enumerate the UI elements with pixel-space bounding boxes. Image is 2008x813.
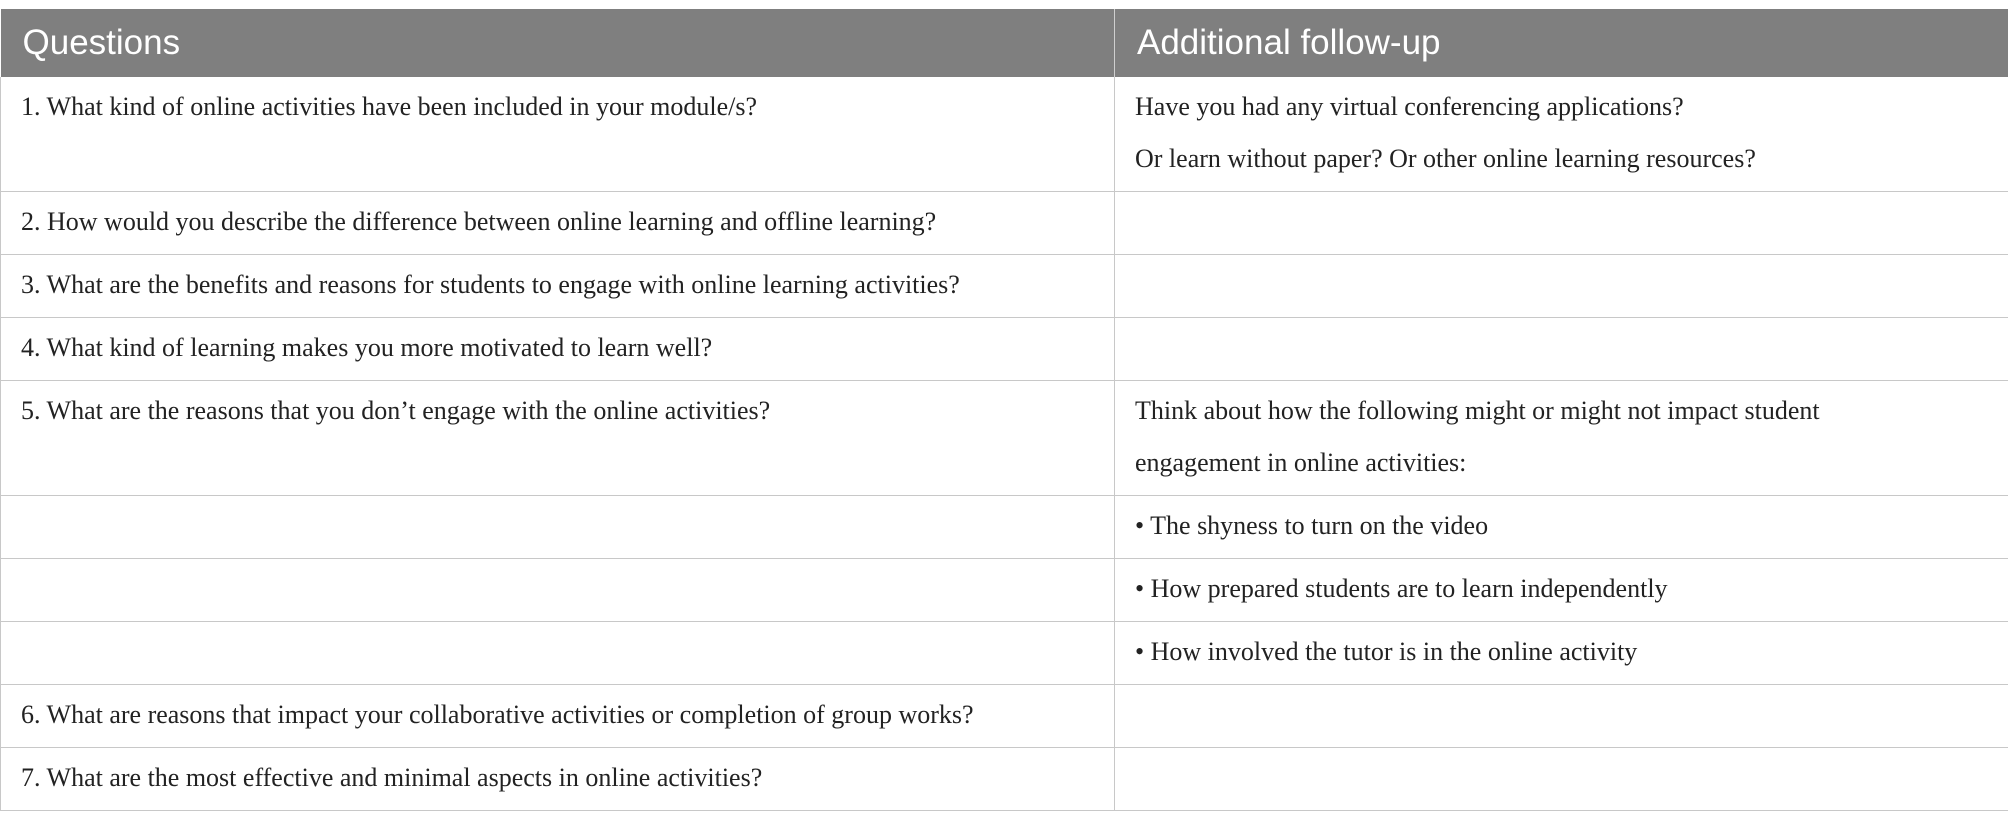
- followup-line: Think about how the following might or might not impact student: [1135, 396, 1820, 425]
- table-row: [1, 559, 2008, 622]
- followup-bullet-cell: [1115, 559, 2008, 622]
- bullet-icon: •: [1135, 574, 1145, 603]
- table-row: [1, 496, 2008, 559]
- followup-cell: [1115, 255, 2008, 318]
- followup-bullet-cell: [1115, 622, 2008, 685]
- table-row: [1, 192, 2008, 255]
- question-cell: 1. What kind of online activities have been included in your module/s?: [1, 77, 1115, 192]
- table-row: [1, 255, 2008, 318]
- question-cell: 6. What are reasons that impact your collaborative activities or completion of group works?: [1, 685, 1115, 748]
- question-cell-empty: [1, 496, 1115, 559]
- table-row: [1, 685, 2008, 748]
- followup-bullet-text: How involved the tutor is in the online activity: [1150, 637, 1638, 666]
- table-row: [1, 77, 2008, 192]
- followup-cell: [1115, 685, 2008, 748]
- header-questions: Questions: [1, 9, 1115, 77]
- question-cell-empty: [1, 622, 1115, 685]
- question-cell: 4. What kind of learning makes you more motivated to learn well?: [1, 318, 1115, 381]
- followup-line: engagement in online activities:: [1135, 448, 1467, 477]
- followup-bullet-cell: [1115, 496, 2008, 559]
- header-additional-follow-up: Additional follow-up: [1115, 9, 2008, 77]
- questions-table: [0, 9, 2008, 811]
- followup-bullet-text: How prepared students are to learn independently: [1150, 574, 1668, 603]
- question-cell: 7. What are the most effective and minimal aspects in online activities?: [1, 748, 1115, 811]
- table-row: [1, 381, 2008, 496]
- table-row: [1, 622, 2008, 685]
- questions-table-container: [0, 9, 2008, 811]
- bullet-icon: •: [1135, 511, 1145, 540]
- followup-cell: [1115, 748, 2008, 811]
- question-cell: 2. How would you describe the difference between online learning and offline learning?: [1, 192, 1115, 255]
- followup-line: Have you had any virtual conferencing applications?: [1135, 92, 1684, 121]
- question-cell: 3. What are the benefits and reasons for students to engage with online learning activities?: [1, 255, 1115, 318]
- followup-cell: [1115, 77, 2008, 192]
- followup-cell: [1115, 318, 2008, 381]
- table-row: [1, 748, 2008, 811]
- bullet-icon: •: [1135, 637, 1145, 666]
- followup-cell: [1115, 192, 2008, 255]
- followup-line: Or learn without paper? Or other online learning resources?: [1135, 144, 1756, 173]
- question-cell-empty: [1, 559, 1115, 622]
- question-cell: 5. What are the reasons that you don’t engage with the online activities?: [1, 381, 1115, 496]
- table-header-row: [1, 9, 2008, 77]
- table-row: [1, 318, 2008, 381]
- followup-bullet-text: The shyness to turn on the video: [1150, 511, 1489, 540]
- followup-cell: [1115, 381, 2008, 496]
